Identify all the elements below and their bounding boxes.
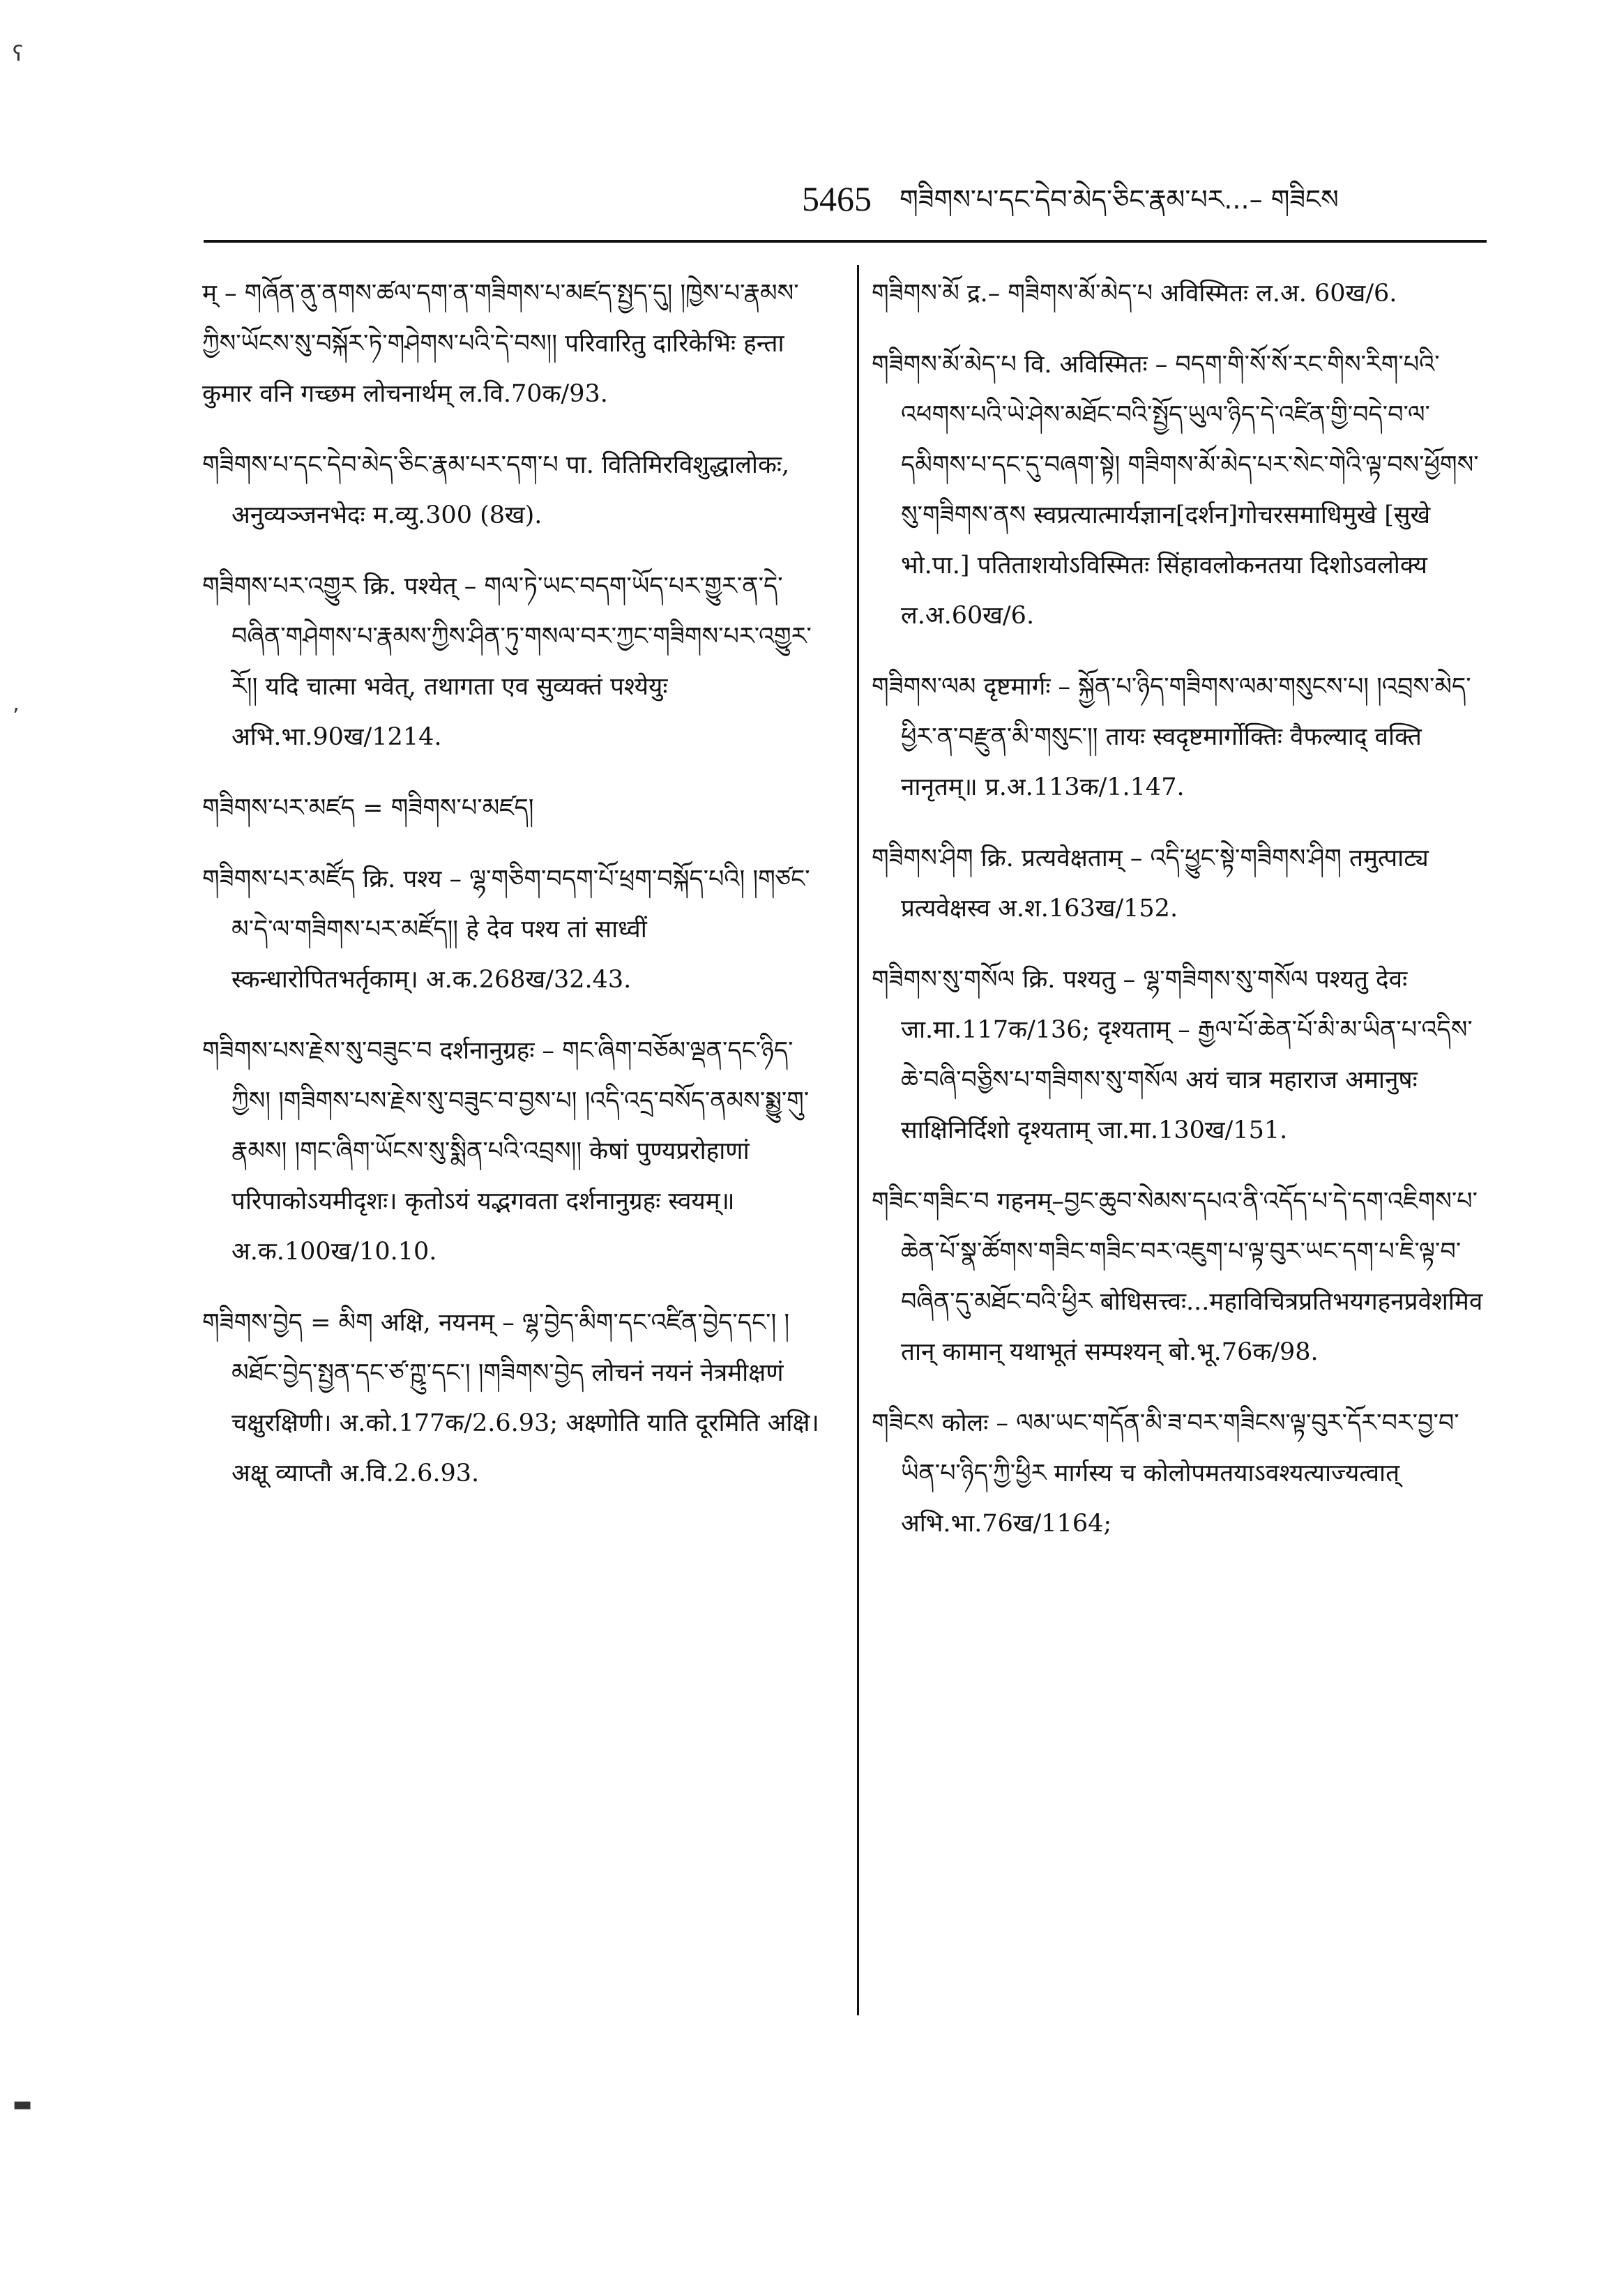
dictionary-entry bbox=[202, 561, 830, 762]
entry-definition: गहनम्–བྱང་ཆུབ་སེམས་དཔའ་ནི་འདོད་པ་དེ་དག་འཇིགས་པ་ཆེན་པོ་སྣ་ཚོགས་གཟིང་གཟིང་བར་འཇུག་པ་ལྟ་བུར་ཡང་དག་པ་ཇི་ལྟ་བ་བཞིན་དུ་མཐོང་བའི་ཕྱིར बोधिसत्त्वः...महाविचित्रप्रतिभयगहनप्रवेशमिव तान् कामान् यथाभूतं सम्पश्यन् बो.भू.76क/98. bbox=[901, 1188, 1483, 1366]
dictionary-entry bbox=[872, 955, 1492, 1156]
entry-headword: གཟིགས་སུ་གསོལ bbox=[872, 966, 1015, 994]
entry-headword: གཟིགས་བྱེད bbox=[202, 1309, 303, 1337]
entry-definition: क्रि. पश्यतु – ལྷ་གཟིགས་སུ་གསོལ पश्यतु देवः जा.मा.117क/136; दृश्यताम् – རྒྱལ་པོ་ཆེན་པོ་མི་མ་ཡིན་པ་འདིས་ཆེ་བཞི་བཅྱིས་པ་གཟིགས་སུ་གསོལ अयं चात्र महाराज अमानुषः साक्षिनिर्दिशो दृश्यताम् जा.मा.130ख/151. bbox=[901, 966, 1473, 1144]
entry-definition: = མིག अक्षि, नयनम् – ལྷ་བྱེད་མིག་དང་འཛིན་བྱེད་དང་། །མཐོང་བྱེད་སྤྱན་དང་ཙ་ཀྵུ་དང་། །གཟིགས་བྱེད लोचनं नयनं नेत्रमीक्षणं चक्षुरक्षिणी। अ.को.177क/2.6.93; अक्ष्णोति याति दूरमिति अक्षि। अक्षू व्याप्तौ अ.वि.2.6.93. bbox=[232, 1309, 819, 1487]
entry-definition: = གཟིགས་པ་མཛད། bbox=[363, 794, 534, 822]
dictionary-entry bbox=[202, 440, 830, 540]
entry-definition: कोलः – ལམ་ཡང་གདོན་མི་ཟ་བར་གཟིངས་ལྟ་བུར་དོར་བར་བྱ་བ་ཡིན་པ་ཉིད་ཀྱི་ཕྱིར मार्गस्य च कोलोपमतयाऽवश्यत्याज्यत्वात् अभि.भा.76ख/1164; bbox=[901, 1409, 1459, 1538]
entry-definition: दृष्टमार्गः – སྐྱོན་པ་ཉིད་གཟིགས་ལམ་གསུངས་པ། །འབྲས་མེད་ཕྱིར་ན་བརྫུན་མི་གསུང་།། तायः स्वदृष्टमार्गोक्तिः वैफल्याद् वक्ति नानृतम्॥ प्र.अ.113क/1.147. bbox=[901, 673, 1471, 801]
entry-headword: གཟིགས་ཤིག bbox=[872, 844, 973, 872]
entry-definition: क्रि. प्रत्यवेक्षताम् – འདི་ཕྱུང་སྟེ་གཟིགས་ཤིག तमुत्पाट्य प्रत्यवेक्षस्व अ.श.163ख/152. bbox=[901, 844, 1429, 923]
entry-headword: གཟིགས་པར་མཛད bbox=[202, 794, 355, 822]
dictionary-entry bbox=[872, 662, 1492, 812]
entry-headword: གཟིགས་མོ bbox=[872, 280, 959, 308]
entry-headword: གཟིང་གཟིང་བ bbox=[872, 1188, 989, 1215]
entry-headword: གཟིགས་པ་དང་དེབ་མེད་ཅིང་རྣམ་པར་དག་པ bbox=[202, 451, 559, 479]
entry-definition: वि. अविस्मितः – བདག་གི་སོ་སོ་རང་གིས་རིག་པའི་འཕགས་པའི་ཡེ་ཤེས་མཐོང་བའི་སྤྱོད་ཡུལ་ཉིད་དེ་འཛིན་གྱི་བདེ་བ་ལ་དམིགས་པ་དང་དུ་བཞག་སྟེ། གཟིགས་མོ་མེད་པར་སེང་གེའི་ལྟ་བས་ཕྱོགས་སུ་གཟིགས་ནས स्वप्रत्यात्मार्यज्ञान[दर्शन]गोचरसमाधिमुखे [सुखे भो.पा.] पतिताशयोऽविस्मितः सिंहावलोकनतया दिशोऽवलोक्य ल.अ.60ख/6. bbox=[901, 351, 1479, 630]
entry-headword: གཟིགས་པས་རྗེས་སུ་བཟུང་བ bbox=[202, 1037, 432, 1065]
margin-mark: ʕ bbox=[13, 42, 24, 66]
entry-headword: གཟིགས་པར་མཛོད bbox=[202, 865, 355, 893]
margin-mark: ʼ bbox=[13, 704, 20, 729]
entry-definition: म् – གཞོན་ནུ་ནགས་ཚལ་དག་ན་གཟིགས་པ་མཛད་སྤྱད་དུ། །ཁྱེས་པ་རྣམས་ཀྱིས་ཡོངས་སུ་བསྐོར་ཏེ་གཤེགས་པའི་དེ་བས།། परिवारितु दारिकेभिः हन्ता कुमार वनि गच्छम लोचनार्थम् ल.वि.70क/93. bbox=[202, 280, 799, 408]
entry-headword: གཟིགས་ལམ bbox=[872, 673, 976, 701]
margin-mark: ▬ bbox=[13, 2092, 33, 2116]
dictionary-entry bbox=[872, 340, 1492, 641]
entry-definition: क्रि. पश्येत् – གལ་ཏེ་ཡང་བདག་ཡོད་པར་གྱུར་ན་དེ་བཞིན་གཤེགས་པ་རྣམས་ཀྱིས་ཤིན་ཏུ་གསལ་བར་ཀྱང་གཟིགས་པར་འགྱུར་རོ།། यदि चात्मा भवेत्, तथागता एव सुव्यक्तं पश्येयुः अभि.भा.90ख/1214. bbox=[232, 573, 812, 751]
running-head: གཟིགས་པ་དང་དེབ་མེད་ཅིང་རྣམ་པར...– གཟིངས bbox=[900, 184, 1339, 215]
dictionary-entry bbox=[202, 1298, 830, 1499]
entry-headword: གཟིགས་མོ་མེད་པ bbox=[872, 351, 1017, 379]
running-header bbox=[802, 139, 1541, 216]
entry-definition: पा. वितिमिरविशुद्धालोकः, अनुव्यञ्जनभेदः म.व्यु.300 (8ख). bbox=[232, 451, 790, 529]
dictionary-entry bbox=[202, 1026, 830, 1277]
entry-headword: གཟིགས་པར་འགྱུར bbox=[202, 573, 356, 600]
dictionary-entry bbox=[872, 1176, 1492, 1377]
column-divider bbox=[857, 265, 859, 2015]
dictionary-entry bbox=[202, 268, 830, 419]
entry-headword: གཟིངས bbox=[872, 1409, 934, 1437]
page-number: 5465 bbox=[802, 179, 872, 216]
dictionary-entry bbox=[872, 1398, 1492, 1549]
dictionary-entry bbox=[872, 833, 1492, 934]
dictionary-entry bbox=[872, 268, 1492, 319]
left-column bbox=[202, 268, 830, 2026]
right-column bbox=[872, 268, 1492, 2026]
dictionary-entry bbox=[202, 783, 830, 833]
header-rule bbox=[204, 240, 1487, 243]
entry-definition: द्र.– གཟིགས་མོ་མེད་པ अविस्मितः ल.अ. 60ख/6. bbox=[966, 280, 1397, 308]
dictionary-entry bbox=[202, 854, 830, 1005]
entry-definition: क्रि. पश्य – ལྷ་གཅིག་བདག་པོ་ཕྲག་བསྐོད་པའི། །གཙང་མ་དེ་ལ་གཟིགས་པར་མཛོད།། हे देव पश्य तां साध्वीं स्कन्धारोपितभर्तृकाम्। अ.क.268ख/32.43. bbox=[232, 865, 810, 994]
entry-definition: दर्शनानुग्रहः – གང་ཞིག་བཅོམ་ལྡན་དང་ཉིད་ཀྱིས། །གཟིགས་པས་རྗེས་སུ་བཟུང་བ་བྱས་པ། །འདི་འདྲ་བསོད་ནམས་སྨྱུ་གུ་རྣམས། །གང་ཞིག་ཡོངས་སུ་སྨིན་པའི་འབྲས།། केषां पुण्यप्ररोहाणां परिपाकोऽयमीदृशः। कृतोऽयं यद्भगवता दर्शनानुग्रहः स्वयम्॥ अ.क.100ख/10.10. bbox=[232, 1037, 810, 1266]
